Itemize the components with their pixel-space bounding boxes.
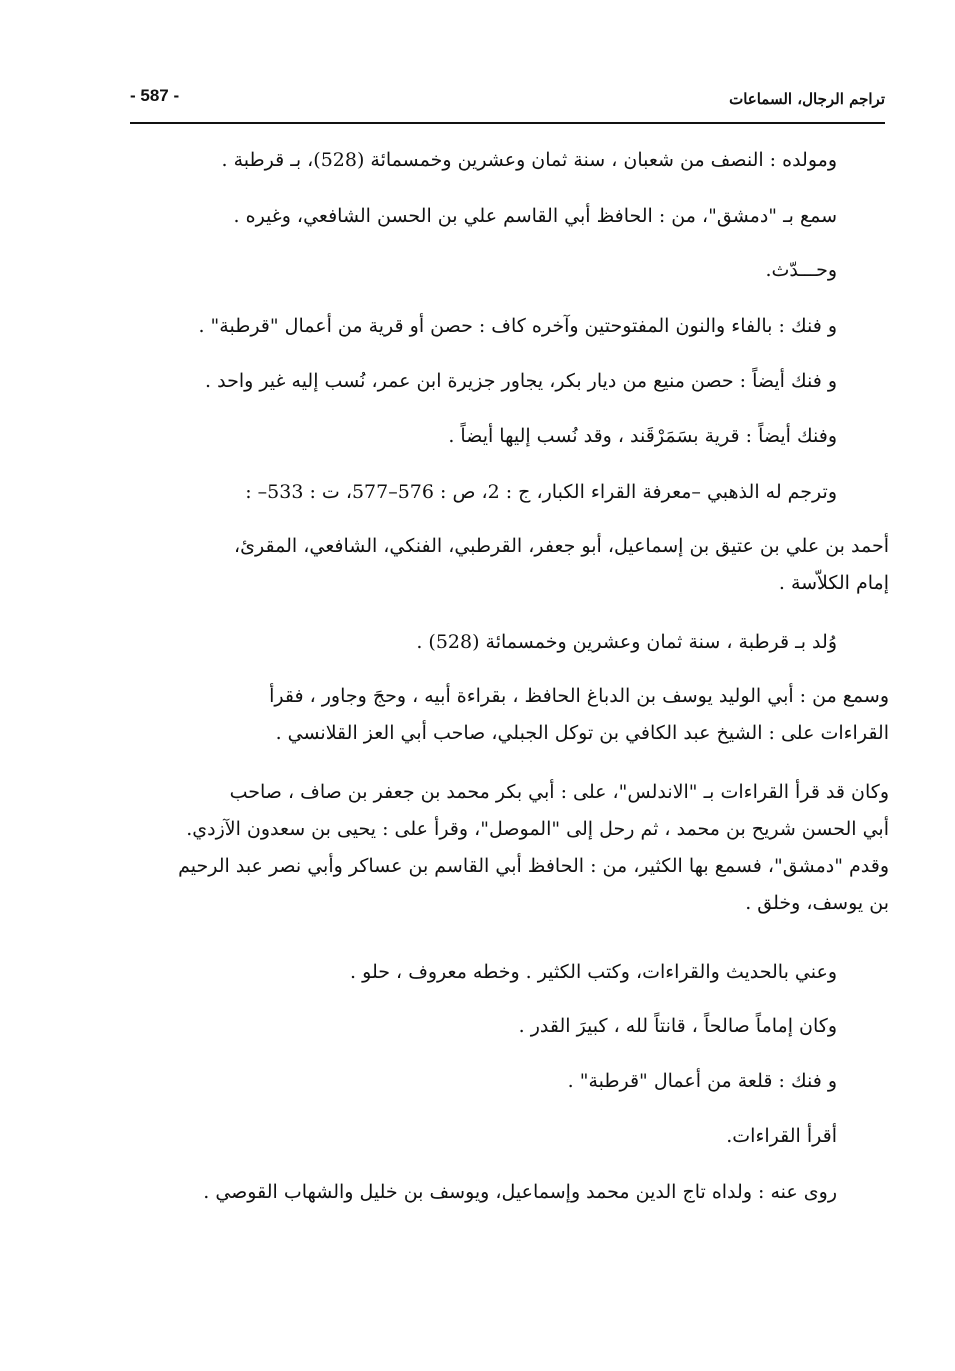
text-line: وسمع من : أبي الوليد يوسف بن الدباغ الحافظ ، بقراءة أبيه ، وحجَ وجاور ، فقرأ: [269, 685, 889, 707]
running-title: تراجم الرجال، السماعات: [729, 90, 885, 108]
text-line: وقدم "دمشق"، فسمع بها الكثير، من : الحافظ أبي القاسم بن عساكر وأبي نصر عبد الرحيم: [178, 855, 889, 877]
paragraph-born-cordoba: وُلد بـ قرطبة ، سنة ثمان وعشرين وخمسمائة (528) .: [416, 631, 837, 653]
paragraph-readings-andalus: [131, 774, 889, 922]
text-line: أحمد بن علي بن عتيق بن إسماعيل، أبو جعفر، القرطبي، الفنكي، الشافعي، المقرئ،: [234, 535, 889, 557]
paragraph-taught: أقرأ القراءات.: [726, 1125, 837, 1147]
paragraph-fanak-castle: و فنك : قلعة من أعمال "قرطبة" .: [567, 1070, 837, 1092]
paragraph-narrated: وحـــدّث.: [765, 259, 837, 281]
page-number: - 587 -: [130, 86, 180, 105]
paragraph-imam: وكان إماماً صالحاً ، قانتاً لله ، كبيرَ القدر .: [518, 1015, 837, 1037]
text-line: بن يوسف، وخلق .: [745, 892, 889, 914]
text-line: إمام الكلاّسة .: [778, 572, 889, 594]
paragraph-biography-name: [131, 528, 889, 602]
paragraph-heard: سمع بـ "دمشق"، من : الحافظ أبي القاسم علي بن الحسن الشافعي، وغيره .: [233, 205, 837, 227]
header-rule: [130, 122, 885, 124]
paragraph-teachers: [131, 678, 889, 752]
running-header: [130, 82, 885, 122]
paragraph-narrators: روى عنه : ولداه تاج الدين محمد وإسماعيل، ويوسف بن خليل والشهاب القوصي .: [203, 1181, 837, 1203]
paragraph-hadith: وعني بالحديث والقراءات، وكتب الكثير . وخطه معروف ، حلو .: [350, 961, 837, 983]
paragraph-birth: ومولده : النصف من شعبان ، سنة ثمان وعشرين وخمسمائة (528)، بـ قرطبة .: [221, 149, 837, 171]
paragraph-fanak-3: وفنك أيضاً : قرية بسَمَرْقَند ، وقد نُسب إليها أيضاً .: [448, 425, 837, 447]
text-line: أبي الحسن شريح بن محمد ، ثم رحل إلى "الموصل"، وقرأ على : يحيى بن سعدون الآزدي.: [186, 818, 889, 840]
paragraph-fanak-1: و فنك : بالفاء والنون المفتوحتين وآخره كاف : حصن أو قرية من أعمال "قرطبة" .: [198, 315, 837, 337]
paragraph-fanak-2: و فنك أيضاً : حصن منيع من ديار بكر، يجاور جزيرة ابن عمر، نُسب إليه غير واحد .: [205, 370, 837, 392]
text-line: وكان قد قرأ القراءات بـ "الاندلس"، على : أبي بكر محمد بن جعفر بن صاف ، صاحب: [229, 781, 889, 803]
paragraph-dhahabi-reference: وترجم له الذهبي –معرفة القراء الكبار، ج : 2، ص : 576–577، ت : 533– :: [245, 481, 837, 503]
text-line: القراءات على : الشيخ عبد الكافي بن توكل الجبلي، صاحب أبي العز القلانسي .: [275, 722, 889, 744]
